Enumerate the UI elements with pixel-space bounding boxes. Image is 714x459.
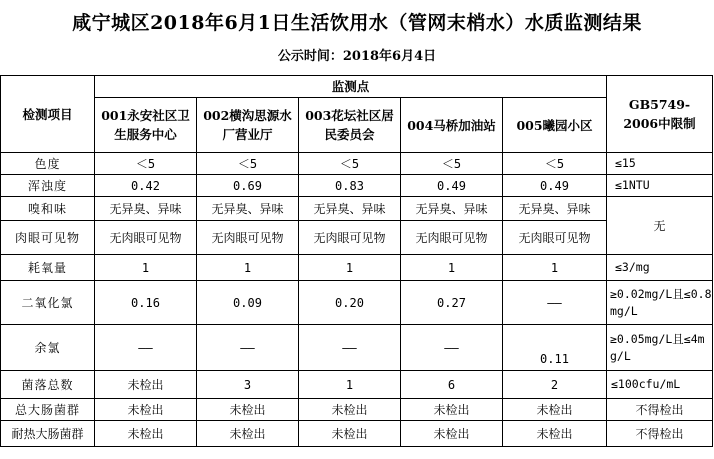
cell-value: ＜5 [503,153,607,175]
cell-value: 0.49 [401,175,503,197]
cell-value: —— [299,325,401,371]
header-site-001: 001永安社区卫生服务中心 [95,98,197,153]
limit-value: 无 [607,197,713,255]
cell-value: 未检出 [401,421,503,447]
item-label: 菌落总数 [1,371,95,399]
cell-value: 1 [401,255,503,281]
limit-value: ≥0.05mg/L且≤4mg/L [607,325,713,371]
water-quality-table [0,75,713,447]
cell-value: —— [95,325,197,371]
header-site-005: 005曦园小区 [503,98,607,153]
header-standard: GB5749-2006中限制 [607,76,713,153]
cell-value: ＜5 [299,153,401,175]
item-label: 浑浊度 [1,175,95,197]
cell-value: —— [401,325,503,371]
cell-value: —— [503,281,607,325]
limit-value: ≤100cfu/mL [607,371,713,399]
cell-value: 无异臭、异味 [197,197,299,221]
cell-value: 未检出 [95,399,197,421]
limit-value: ≤3/mg [607,255,713,281]
cell-value: 无异臭、异味 [401,197,503,221]
cell-value: 2 [503,371,607,399]
limit-value: 不得检出 [607,399,713,421]
table-row [1,221,713,255]
table-row [1,281,713,325]
table-row [1,371,713,399]
item-label: 耗氧量 [1,255,95,281]
cell-value: 无异臭、异味 [299,197,401,221]
publish-time: 公示时间：2018年6月4日 [277,49,437,64]
cell-value: 未检出 [299,421,401,447]
cell-value: ＜5 [95,153,197,175]
table-row [1,153,713,175]
header-site-002: 002横沟思源水厂营业厅 [197,98,299,153]
item-label: 肉眼可见物 [1,221,95,255]
item-label: 总大肠菌群 [1,399,95,421]
cell-value: 未检出 [503,421,607,447]
cell-value: 无肉眼可见物 [197,221,299,255]
table-row [1,255,713,281]
cell-value: 0.83 [299,175,401,197]
cell-value: 0.69 [197,175,299,197]
cell-value: ＜5 [401,153,503,175]
cell-value: 无肉眼可见物 [95,221,197,255]
cell-value: 1 [197,255,299,281]
cell-value: 无异臭、异味 [503,197,607,221]
cell-value: 未检出 [95,421,197,447]
cell-value: 未检出 [197,421,299,447]
cell-value: 0.20 [299,281,401,325]
item-label: 余氯 [1,325,95,371]
item-label: 色度 [1,153,95,175]
header-site-003: 003花坛社区居民委员会 [299,98,401,153]
cell-value: 0.49 [503,175,607,197]
cell-value: 1 [95,255,197,281]
cell-value: 0.27 [401,281,503,325]
table-row [1,399,713,421]
limit-value: ≥0.02mg/L且≤0.8mg/L [607,281,713,325]
header-sites-group: 监测点 [95,76,607,98]
item-label: 嗅和味 [1,197,95,221]
cell-value: ＜5 [197,153,299,175]
table-row [1,175,713,197]
cell-value: 1 [299,371,401,399]
cell-value: 0.42 [95,175,197,197]
cell-value: 无肉眼可见物 [299,221,401,255]
cell-value: 3 [197,371,299,399]
cell-value: 未检出 [503,399,607,421]
cell-value: 0.09 [197,281,299,325]
table-row [1,325,713,371]
cell-value: 6 [401,371,503,399]
limit-value: ≤1NTU [607,175,713,197]
cell-value: —— [197,325,299,371]
header-item: 检测项目 [1,76,95,153]
item-label: 二氧化氯 [1,281,95,325]
cell-value: 无肉眼可见物 [503,221,607,255]
cell-value: 0.11 [503,325,607,371]
cell-value: 未检出 [197,399,299,421]
cell-value: 无异臭、异味 [95,197,197,221]
cell-value: 1 [299,255,401,281]
page-title: 咸宁城区2018年6月1日生活饮用水（管网末梢水）水质监测结果 [72,12,642,34]
item-label: 耐热大肠菌群 [1,421,95,447]
cell-value: 未检出 [299,399,401,421]
cell-value: 未检出 [95,371,197,399]
limit-value: ≤15 [607,153,713,175]
cell-value: 1 [503,255,607,281]
table-row [1,421,713,447]
cell-value: 未检出 [401,399,503,421]
limit-value: 不得检出 [607,421,713,447]
cell-value: 无肉眼可见物 [401,221,503,255]
table-row [1,197,713,221]
header-site-004: 004马桥加油站 [401,98,503,153]
cell-value: 0.16 [95,281,197,325]
